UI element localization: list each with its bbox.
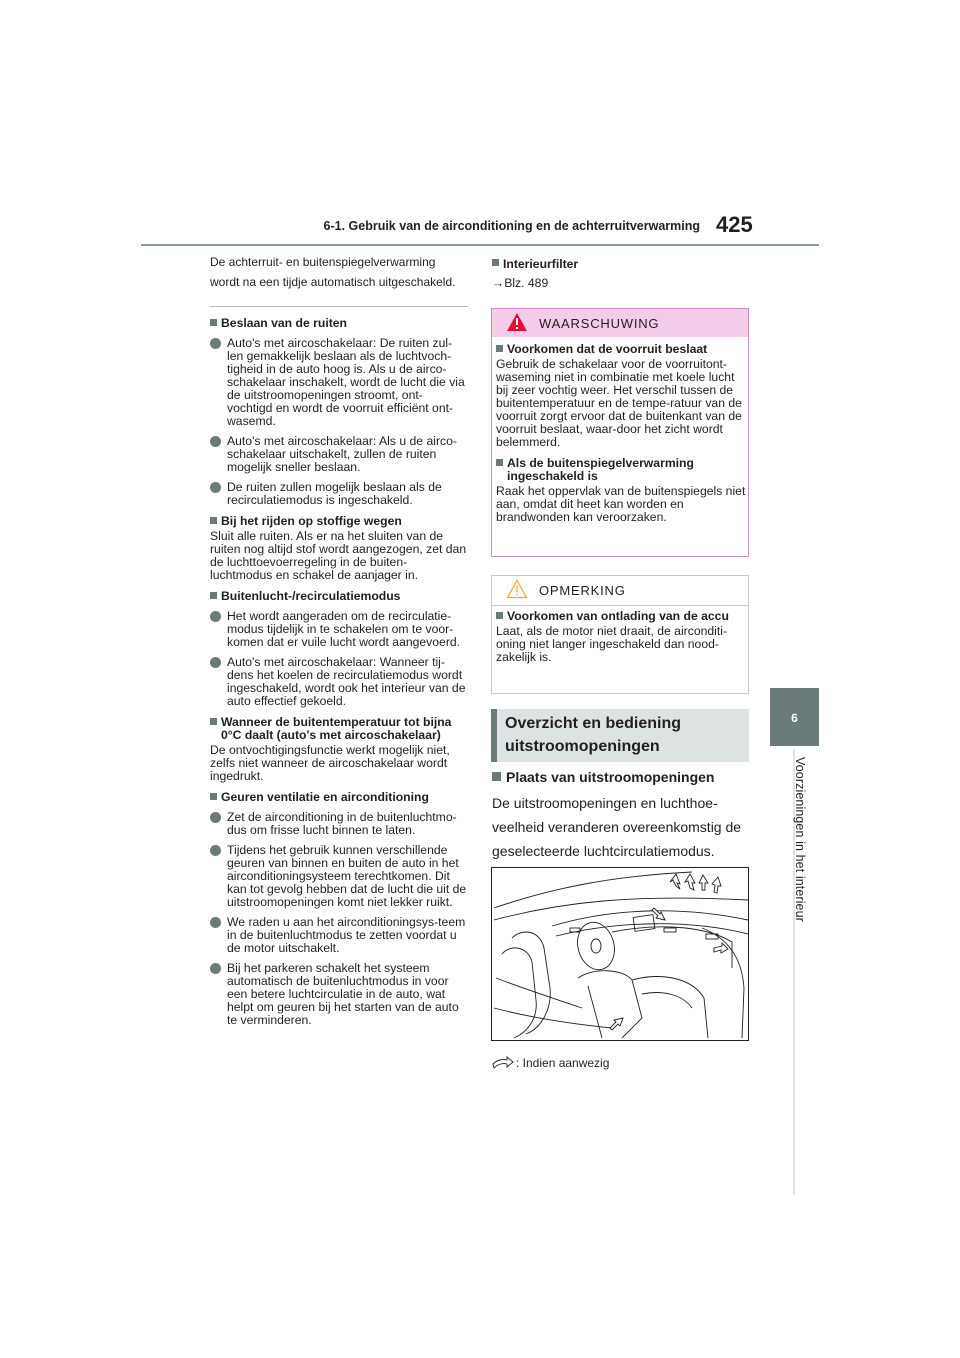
- section-title-accent: [491, 709, 497, 762]
- subheading-temperature: Wanneer de buitentemperatuur tot bijna 0°C daalt (auto's met aircoschakelaar): [210, 716, 468, 742]
- page-number: 425: [716, 212, 753, 237]
- round-bullet-icon: [210, 611, 221, 622]
- round-bullet-icon: [210, 657, 221, 668]
- note-paragraph: Laat, als de motor niet draait, de airconditi-oning niet langer ingeschakeld dan nood-zakelijk is.: [496, 624, 728, 664]
- list-item: Zet de airconditioning in de buitenluchtmo-dus om frisse lucht binnen te laten.: [210, 811, 468, 837]
- list-item: De ruiten zullen mogelijk beslaan als de recirculatiemodus is ingeschakeld.: [210, 481, 468, 507]
- square-bullet-icon: [496, 345, 503, 352]
- paragraph-dusty-roads: Sluit alle ruiten. Als er na het sluiten van de ruiten nog altijd stof wordt aangezogen, zet dan de luchttoevoerregeling in de buiten-luchtmodus en schakel de aanjager in.: [210, 529, 467, 582]
- note-subheading: Voorkomen van ontlading van de accu: [496, 610, 746, 623]
- square-bullet-icon: [210, 517, 217, 524]
- page-reference-link[interactable]: →Blz. 489: [492, 276, 549, 290]
- subheading-interior-filter: Interieurfilter: [492, 257, 578, 271]
- warning-title: WAARSCHUWING: [539, 316, 660, 331]
- note-title: OPMERKING: [539, 583, 626, 598]
- square-bullet-icon: [496, 612, 503, 619]
- subheading-dusty-roads: Bij het rijden op stoffige wegen: [210, 515, 468, 528]
- list-item: We raden u aan het airconditioningsys-teem in de buitenluchtmodus te zetten voordat u de motor uitschakelt.: [210, 916, 468, 955]
- car-interior-illustration: [492, 868, 748, 1040]
- section-header-title: 6-1. Gebruik van de airconditioning en de achterruitverwarming: [323, 219, 700, 233]
- round-bullet-icon: [210, 963, 221, 974]
- subheading-outside-air: Buitenlucht-/recirculatiemodus: [210, 590, 468, 603]
- intro-text: De achterruit- en buitenspiegelverwarming wordt na een tijdje automatisch uitgeschakeld.: [210, 255, 456, 289]
- airflow-arrow-icon: [492, 1056, 514, 1070]
- airflow-arrow-icon: [610, 874, 728, 1030]
- list-item: Auto's met aircoschakelaar: Als u de airco-schakelaar uitschakelt, zullen de ruiten mogelijk sneller beslaan.: [210, 435, 468, 474]
- legend-text: : Indien aanwezig: [516, 1056, 610, 1070]
- left-column: [210, 252, 468, 1027]
- square-bullet-icon: [210, 592, 217, 599]
- list-item: Bij het parkeren schakelt het systeem automatisch de buitenluchtmodus in voor een betere luchtcirculatie in de auto, wat helpt om geuren bij het starten van de auto te verminderen.: [210, 962, 468, 1027]
- square-bullet-icon: [496, 459, 503, 466]
- warning-subheading: Als de buitenspiegelverwarming ingeschakeld is: [496, 457, 746, 483]
- list-item: Auto's met aircoschakelaar: Wanneer tij-dens het koelen de recirculatiemodus wordt ingeschakeld, wordt ook het interieur van de auto effectief gekoeld.: [210, 656, 468, 708]
- chapter-number: 6: [791, 711, 798, 725]
- paragraph-temperature: De ontvochtigingsfunctie werkt mogelijk niet, zelfs niet wanneer de aircoschakelaar wordt ingedrukt.: [210, 743, 450, 783]
- caution-triangle-icon: [506, 579, 528, 599]
- warning-paragraph: Gebruik de schakelaar voor de voorruitont-waseming niet in combinatie met koele lucht bij zeer vochtig weer. Het verschil tussen de buitentemperatuur en de tempe-ratuur van de voorruit zorgt ervoor dat de buitenkant van de voorruit beslaat, waar-door het zicht wordt belemmerd.: [496, 357, 742, 449]
- warning-paragraph: Raak het oppervlak van de buitenspiegels niet aan, omdat dit heet kan worden en brandwonden kan veroorzaken.: [496, 484, 746, 524]
- round-bullet-icon: [210, 917, 221, 928]
- round-bullet-icon: [210, 338, 221, 349]
- column-divider: [210, 306, 468, 307]
- interior-vents-figure: [491, 867, 749, 1041]
- round-bullet-icon: [210, 845, 221, 856]
- warning-triangle-icon: [506, 312, 528, 332]
- chapter-title: Voorzieningen in het interieur: [793, 757, 807, 922]
- note-content: [496, 610, 746, 664]
- round-bullet-icon: [210, 482, 221, 493]
- list-item: Auto's met aircoschakelaar: De ruiten zul-len gemakkelijk beslaan als de luchtvoch-tigheid in de auto hoog is. Als u de airco-schakelaar inschakelt, wordt de lucht die via de uitstroomopeningen stroomt, ont-vochtigd en wordt de voorruit efficiënt ont-wasemd.: [210, 337, 468, 428]
- square-bullet-icon: [492, 772, 501, 781]
- square-bullet-icon: [210, 793, 217, 800]
- subheading-vent-locations: Plaats van uitstroomopeningen: [492, 769, 714, 785]
- warning-content: [496, 343, 746, 524]
- paragraph-vent-locations: De uitstroomopeningen en luchthoe-veelheid veranderen overeenkomstig de geselecteerde luchtcirculatiemodus.: [492, 795, 742, 859]
- round-bullet-icon: [210, 812, 221, 823]
- square-bullet-icon: [492, 259, 499, 266]
- round-bullet-icon: [210, 436, 221, 447]
- square-bullet-icon: [210, 718, 217, 725]
- list-item: Het wordt aangeraden om de recirculatie-modus tijdelijk in te schakelen om te voor-komen dat er vuile lucht wordt aangevoerd.: [210, 610, 468, 649]
- subheading-fogging: Beslaan van de ruiten: [210, 317, 468, 330]
- square-bullet-icon: [210, 319, 217, 326]
- section-title: Overzicht en bediening uitstroomopeningen: [505, 715, 682, 755]
- subheading-odors: Geuren ventilatie en airconditioning: [210, 791, 468, 804]
- header-divider: [141, 244, 819, 246]
- list-item: Tijdens het gebruik kunnen verschillende geuren van binnen en buiten de auto in het airconditioningsysteem terechtkomen. Dit kan tot gevolg hebben dat de lucht die uit de uitstroomopeningen komt niet lekker ruikt.: [210, 844, 468, 909]
- warning-subheading: Voorkomen dat de voorruit beslaat: [496, 343, 746, 356]
